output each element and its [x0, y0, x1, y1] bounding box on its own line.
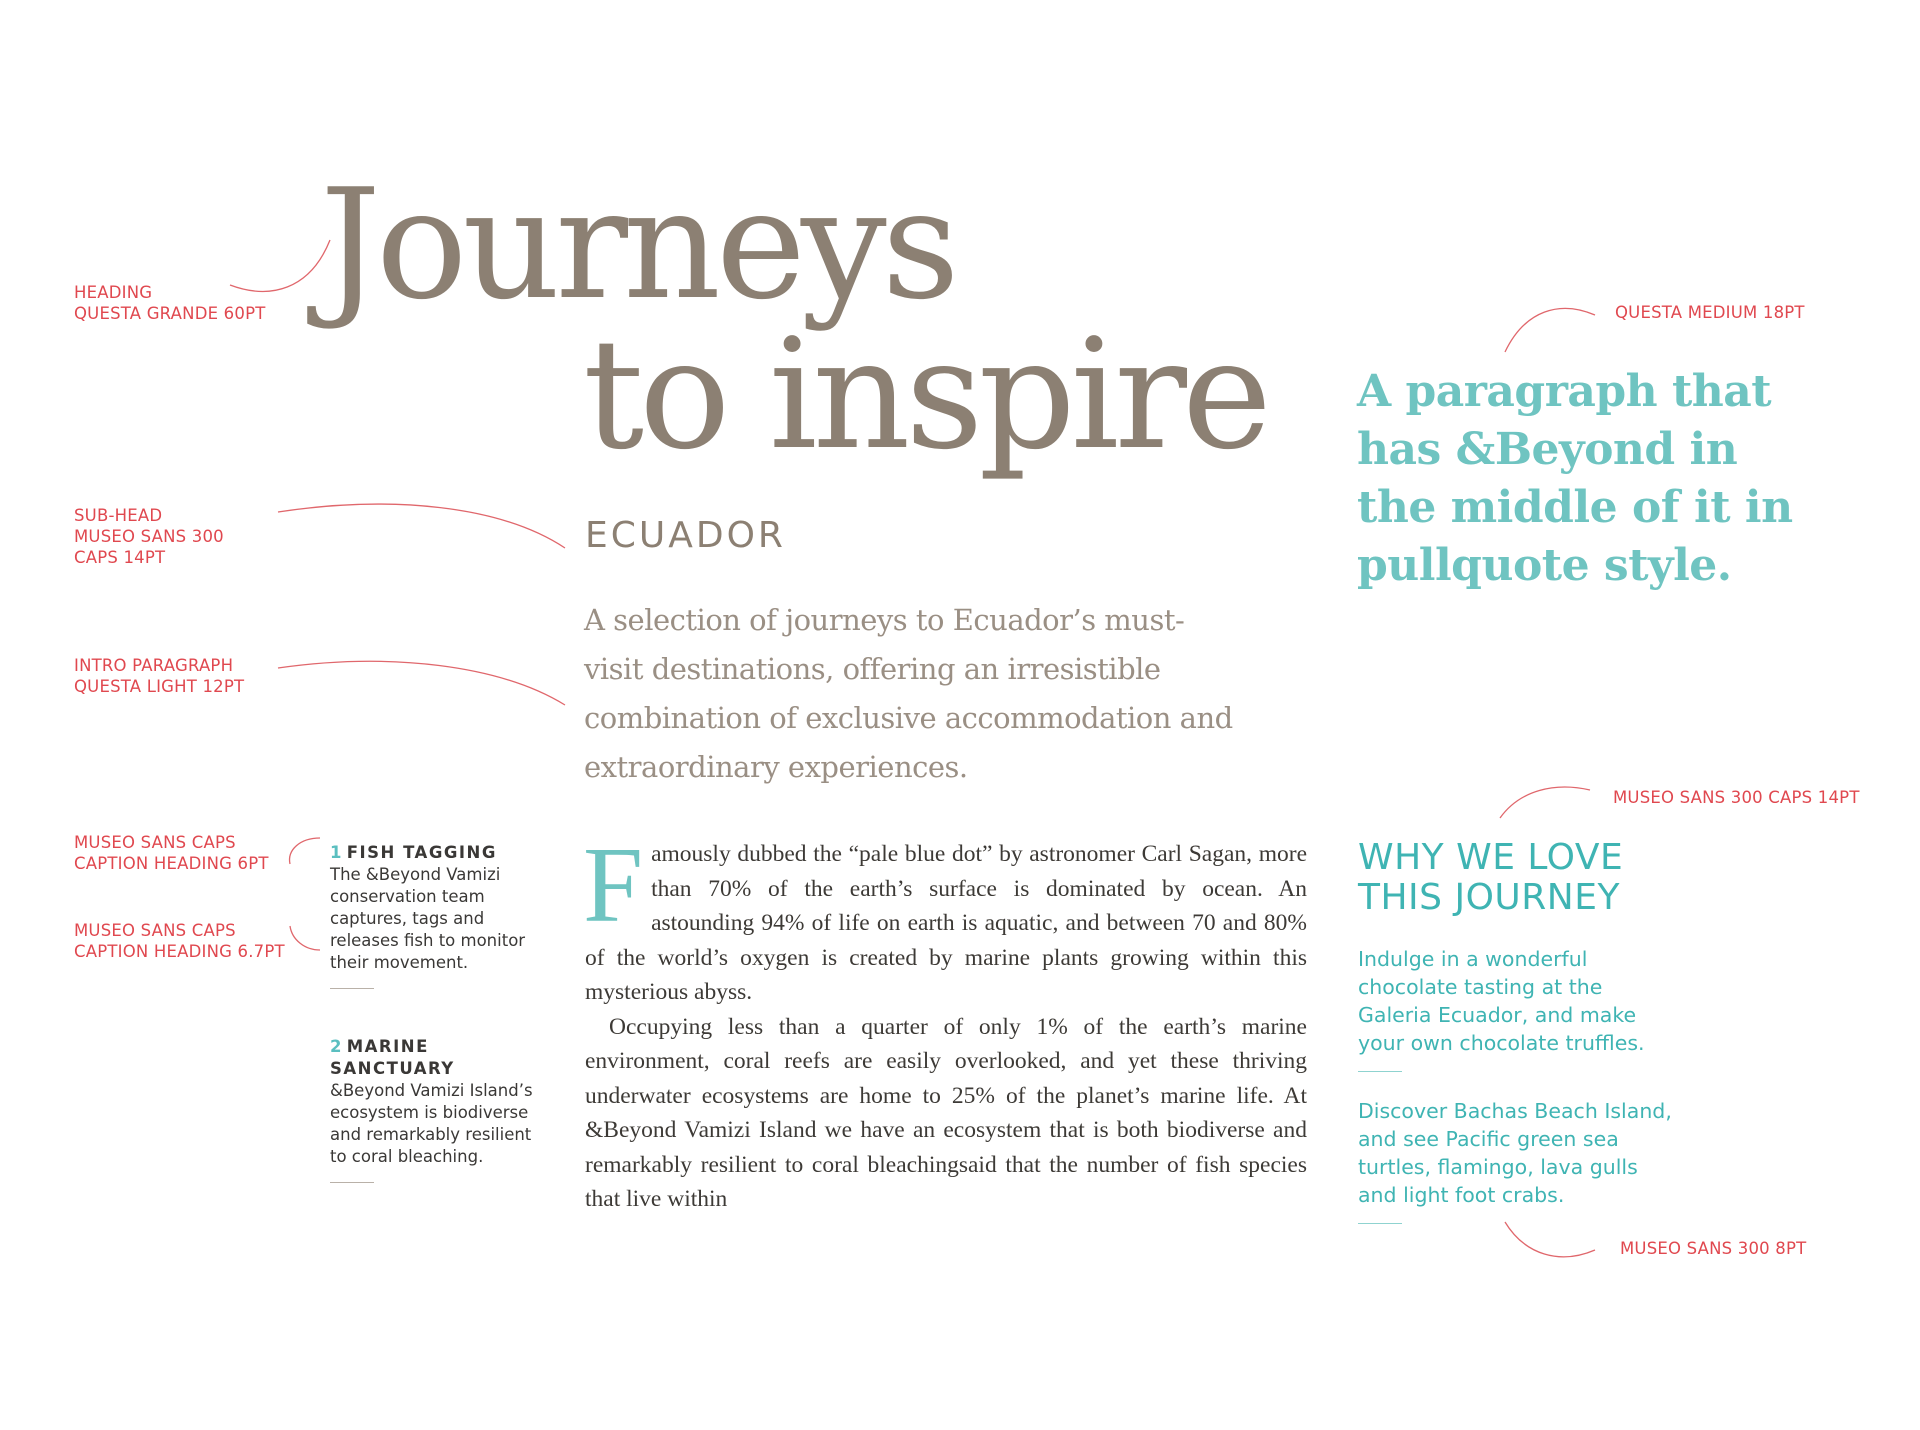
annotation-line: CAPS 14PT [74, 548, 166, 567]
page-heading-line2: to inspire [583, 306, 1267, 483]
why-text-connector [1505, 1222, 1595, 1257]
caption-divider [330, 988, 374, 989]
annotation-subhead [74, 505, 224, 568]
body-paragraph-1-text: amously dubbed the “pale blue dot” by astronomer Carl Sagan, more than 70% of the earth’s surface is dominated by ocean. An astounding 94% of life on earth is aquatic, and between 70 and 80% of the world’s oxygen is created by marine plants growing within this mysterious abyss. [585, 841, 1307, 1005]
annotation-line: INTRO PARAGRAPH [74, 656, 234, 675]
caption-title: FISH TAGGING [346, 843, 497, 862]
intro-paragraph: A selection of journeys to Ecuador’s must-visit destinations, offering an irresistible combination of exclusive accommodation and extraordinary experiences. [584, 603, 1233, 784]
page-heading-line1: Journeys [320, 156, 955, 333]
caption-marine-sanctuary [330, 1036, 545, 1183]
annotation-line: QUESTA GRANDE 60PT [74, 304, 266, 323]
body-text [583, 826, 1307, 1217]
why-item-text: Discover Bachas Beach Island, and see Pacific green sea turtles, flamingo, lava gulls and light foot crabs. [1358, 1099, 1672, 1207]
caption-title: MARINE SANCTUARY [330, 1037, 455, 1078]
annotation-line: MUSEO SANS 300 [74, 527, 224, 546]
caption-divider [330, 1182, 374, 1183]
annotation-line: HEADING [74, 283, 153, 302]
pullquote: A paragraph that has &Beyond in the middle of it in pullquote style. [1357, 366, 1793, 591]
annotation-line: MUSEO SANS CAPS [74, 921, 236, 940]
annotation-line: MUSEO SANS CAPS [74, 833, 236, 852]
annotation-caption6 [74, 832, 269, 874]
pullquote-connector [1505, 308, 1595, 352]
annotation-heading [74, 282, 266, 324]
body-paragraph-2: Occupying less than a quarter of only 1% of the earth’s marine environment, coral reefs are easily overlooked, and yet these thriving underwater ecosystems are home to 25% of the planet’s marine life. At &Beyond Vamizi Island we have an ecosystem that is both biodiverse and remarkably resilient to coral bleachingsaid that the number of fish species that live within [585, 1013, 1307, 1212]
body-paragraph-1 [583, 826, 1307, 1010]
annotation-intro [74, 655, 244, 697]
annotation-line: CAPTION HEADING 6PT [74, 854, 269, 873]
subhead-connector [278, 504, 565, 548]
why-head-connector [1500, 787, 1590, 818]
why-heading: WHY WE LOVE THIS JOURNEY [1358, 837, 1624, 918]
annotation-why-text: MUSEO SANS 300 8PT [1620, 1239, 1807, 1258]
subhead: ECUADOR [585, 515, 786, 556]
caption6-connector [290, 838, 320, 864]
annotation-line: CAPTION HEADING 6.7PT [74, 942, 285, 961]
annotation-why-head: MUSEO SANS 300 CAPS 14PT [1613, 788, 1860, 807]
why-item-2 [1358, 1097, 1678, 1224]
annotation-caption67 [74, 920, 285, 962]
why-item-1 [1358, 945, 1678, 1072]
why-item-text: Indulge in a wonderful chocolate tasting at the Galeria Ecuador, and make your own chocolate truffles. [1358, 947, 1645, 1055]
annotation-pullquote: QUESTA MEDIUM 18PT [1615, 303, 1805, 322]
caption-number: 1 [330, 843, 342, 862]
caption-fish-tagging [330, 842, 545, 989]
caption-text: The &Beyond Vamizi conservation team captures, tags and releases fish to monitor their movement. [330, 865, 526, 972]
caption67-connector [290, 926, 320, 950]
annotation-line: SUB-HEAD [74, 506, 163, 525]
why-divider [1358, 1223, 1402, 1224]
caption-number: 2 [330, 1037, 342, 1056]
intro-connector [278, 661, 565, 705]
why-divider [1358, 1071, 1402, 1072]
caption-text: &Beyond Vamizi Island’s ecosystem is biodiverse and remarkably resilient to coral bleaching. [330, 1081, 533, 1166]
annotation-line: QUESTA LIGHT 12PT [74, 677, 245, 696]
drop-cap: F [583, 826, 644, 945]
